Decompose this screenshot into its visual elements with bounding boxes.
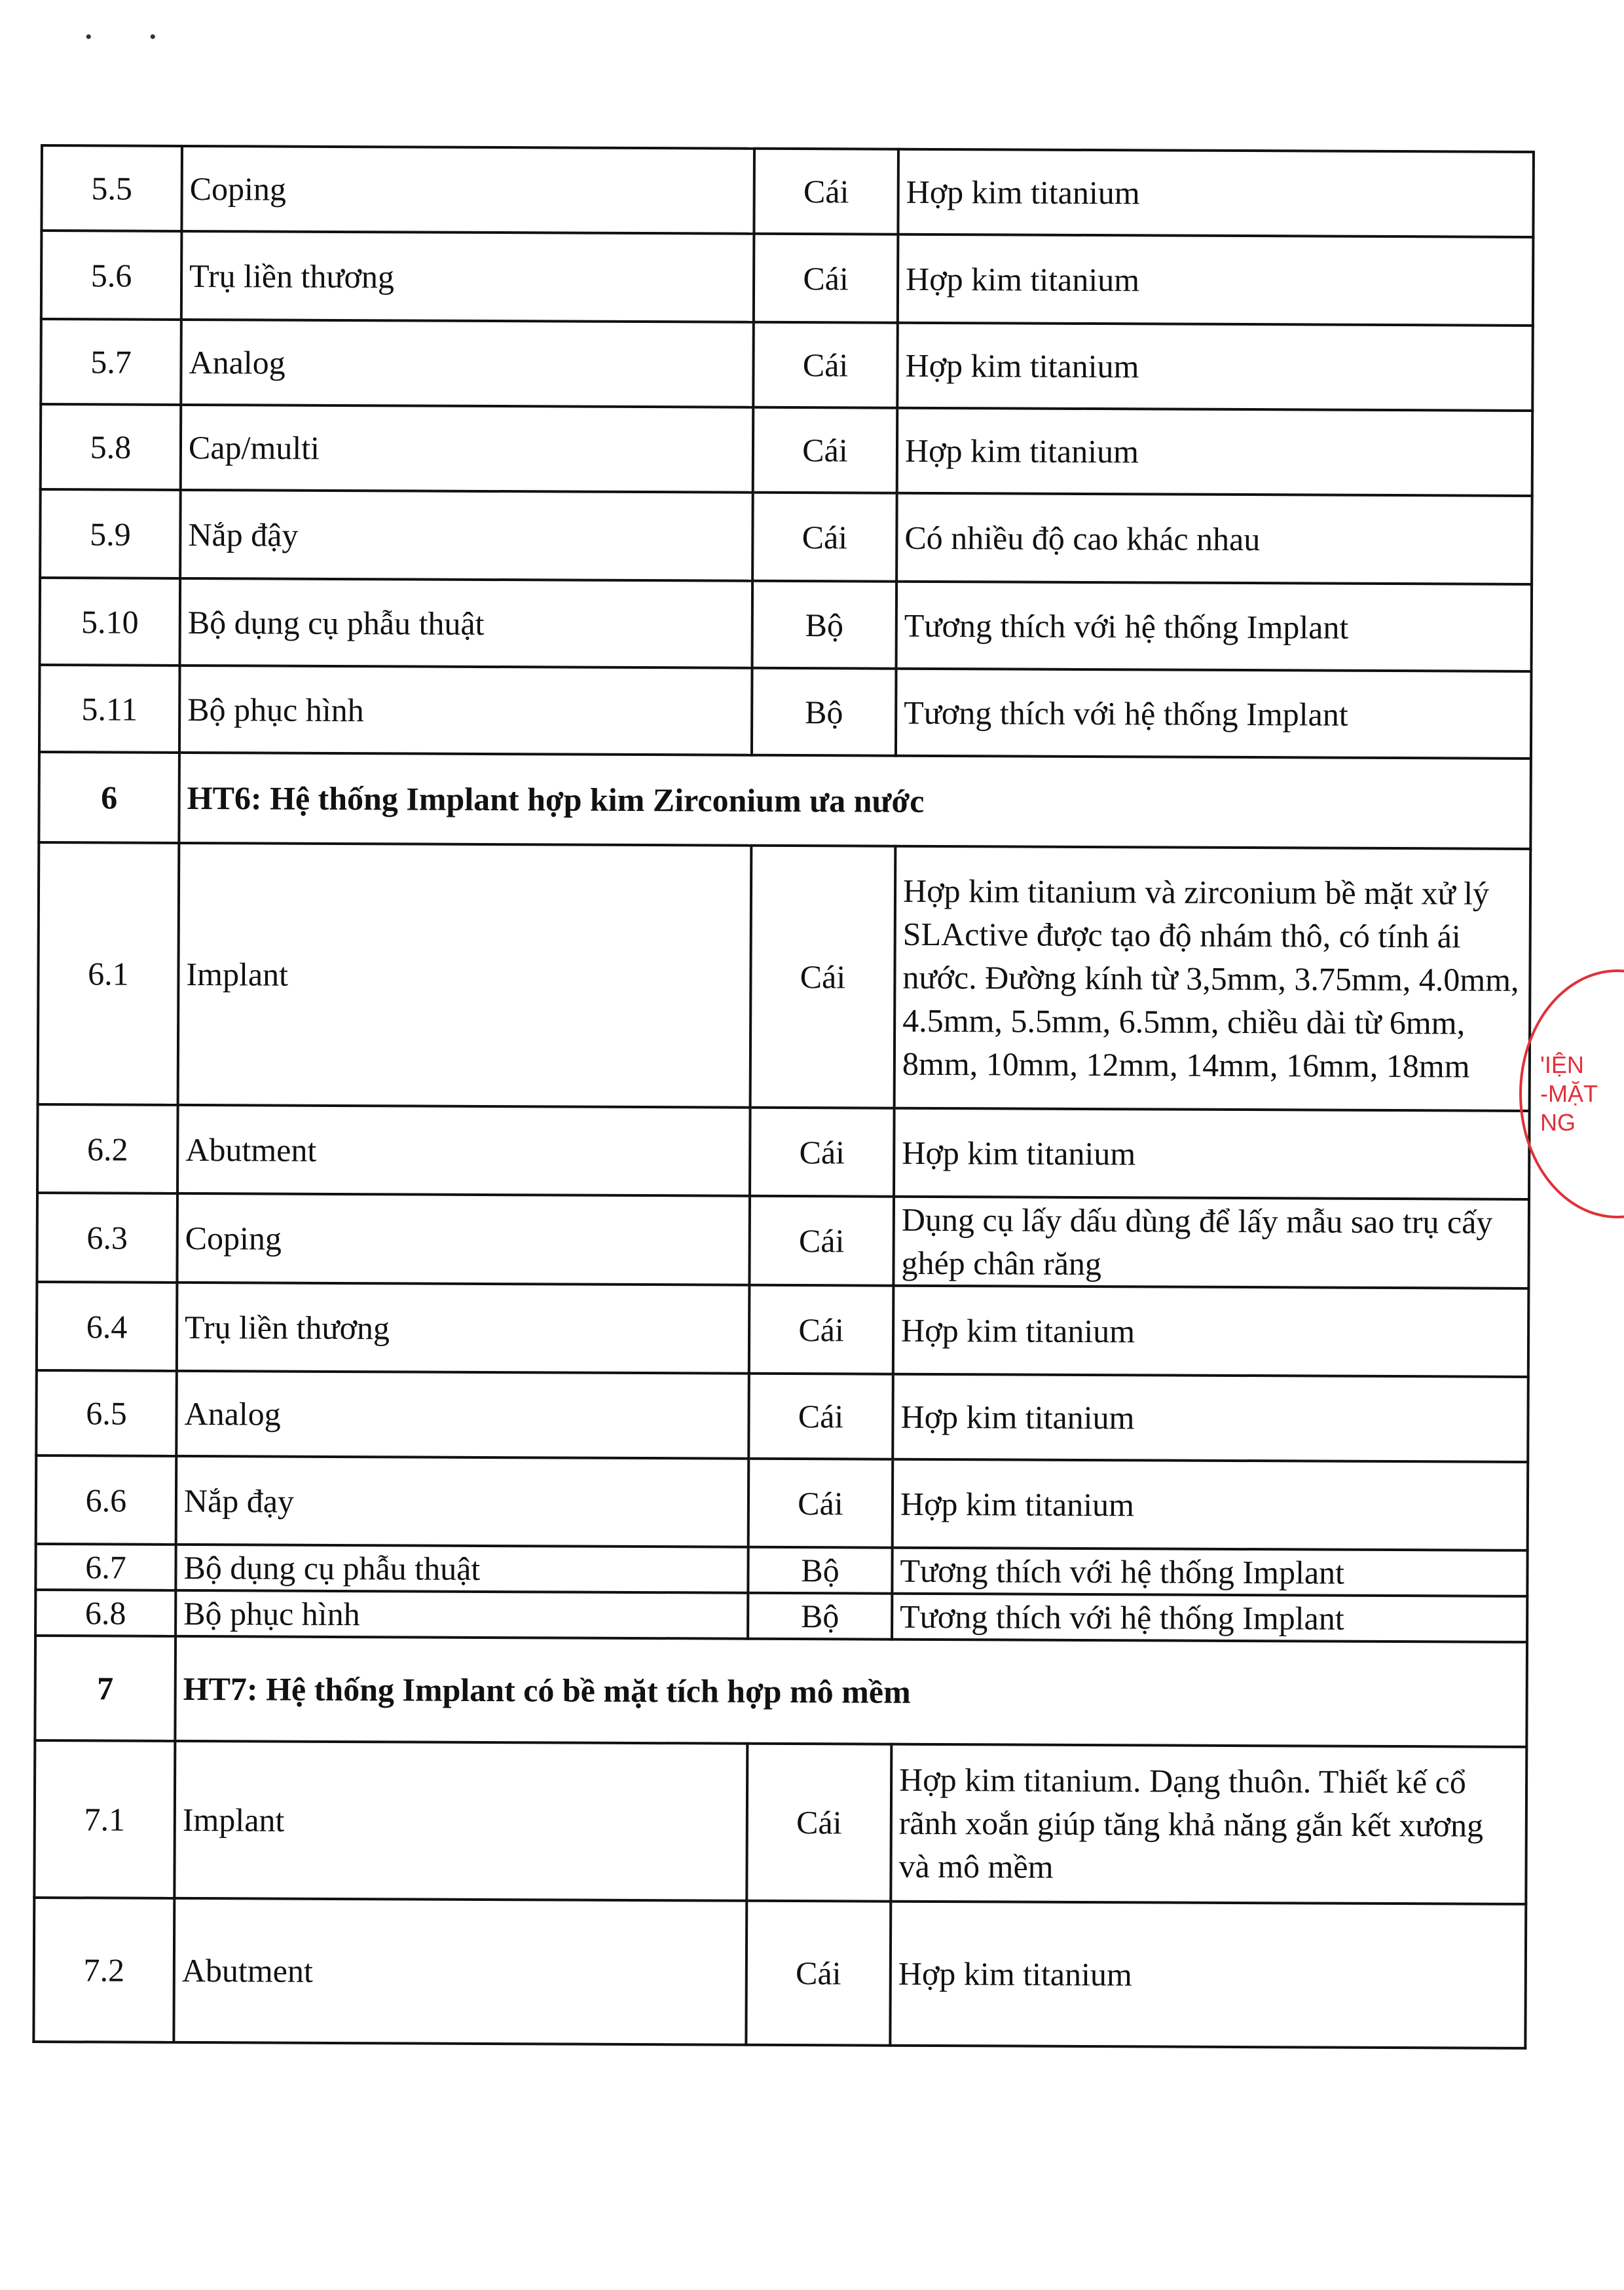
item-description: Hợp kim titanium: [898, 149, 1534, 237]
section-title: HT7: Hệ thống Implant có bề mặt tích hợp mô mềm: [175, 1636, 1527, 1747]
item-number: 5.11: [39, 665, 180, 753]
item-name: Analog: [181, 320, 754, 407]
scan-marks: • •: [85, 26, 183, 48]
item-number: 6.5: [36, 1370, 177, 1456]
table-row: [41, 404, 1533, 496]
item-number: 5.10: [40, 578, 181, 666]
item-unit: Cái: [754, 149, 898, 235]
item-description: Hợp kim titanium. Dạng thuôn. Thiết kế cổ rãnh xoắn giúp tăng khả năng gắn kết xương và mô mềm: [891, 1744, 1526, 1904]
item-number: 6.2: [37, 1104, 178, 1193]
item-unit: Bộ: [752, 581, 897, 669]
item-description: Hợp kim titanium và zirconium bề mặt xử lý SLActive được tạo độ nhám thô, có tính ái nước. Đường kính từ 3,5mm, 3.75mm, 4.0mm, 4.5mm, 5.5mm, 6.5mm, chiều dài từ 6mm, 8mm, 10mm, 12mm, 14mm, 16mm, 18mm: [895, 846, 1531, 1111]
item-name: Abutment: [177, 1105, 750, 1196]
item-unit: Bộ: [752, 668, 896, 756]
item-unit: Cái: [746, 1901, 891, 2046]
section-row: [35, 1636, 1527, 1747]
item-number: 7.1: [34, 1740, 175, 1898]
item-unit: Cái: [747, 1744, 891, 1902]
red-seal-stamp: [1519, 969, 1624, 1218]
item-number: 6.3: [37, 1193, 177, 1283]
item-unit: Cái: [752, 493, 897, 582]
table-row: [35, 1590, 1527, 1642]
section-number: 6: [39, 752, 179, 843]
item-description: Hợp kim titanium: [898, 235, 1534, 326]
item-description: Hợp kim titanium: [897, 323, 1533, 411]
stamp-line: -MẶT: [1540, 1080, 1598, 1107]
item-name: Cap/multi: [181, 405, 754, 493]
item-number: 6.1: [38, 842, 179, 1105]
table-row: [41, 319, 1533, 411]
item-unit: Cái: [749, 1196, 894, 1286]
item-name: Bộ phục hình: [175, 1590, 748, 1639]
item-name: Bộ phục hình: [179, 666, 752, 755]
item-number: 5.7: [41, 319, 181, 405]
section-number: 7: [35, 1636, 175, 1741]
item-description: Tương thích với hệ thống Implant: [892, 1548, 1527, 1596]
item-name: Coping: [177, 1193, 750, 1285]
item-description: Có nhiều độ cao khác nhau: [896, 493, 1532, 584]
table-row: [37, 1193, 1529, 1288]
item-unit: Cái: [753, 407, 898, 493]
table-row: [39, 665, 1532, 759]
item-description: Hợp kim titanium: [893, 1286, 1529, 1377]
item-number: 7.2: [33, 1898, 174, 2042]
item-number: 6.8: [35, 1590, 175, 1636]
item-description: Hợp kim titanium: [893, 1374, 1528, 1462]
item-number: 6.6: [36, 1455, 177, 1545]
item-description: Tương thích với hệ thống Implant: [892, 1594, 1527, 1642]
stamp-line: NG: [1540, 1109, 1576, 1136]
item-name: Bộ dụng cụ phẫu thuật: [175, 1545, 748, 1593]
item-number: 5.8: [41, 404, 181, 490]
item-name: Implant: [174, 1741, 747, 1901]
item-unit: Cái: [748, 1459, 893, 1548]
item-unit: Bộ: [748, 1593, 892, 1640]
item-name: Nắp đậy: [180, 490, 753, 581]
item-unit: Cái: [753, 322, 898, 408]
table-row: [38, 842, 1531, 1111]
item-name: Bộ dụng cụ phẫu thuật: [180, 578, 753, 668]
table-row: [40, 578, 1532, 671]
table-row: [40, 489, 1532, 584]
stamp-line: 'IỆN: [1540, 1051, 1584, 1078]
item-number: 5.5: [41, 145, 182, 231]
item-description: Hợp kim titanium: [890, 1902, 1526, 2048]
table-row: [41, 145, 1534, 237]
section-title: HT6: Hệ thống Implant hợp kim Zirconium ưa nước: [179, 753, 1531, 849]
item-description: Hợp kim titanium: [894, 1108, 1530, 1199]
item-name: Nắp đạy: [176, 1456, 749, 1547]
table-row: [36, 1370, 1528, 1462]
item-name: Analog: [176, 1371, 749, 1459]
item-description: Hợp kim titanium: [897, 408, 1533, 496]
table-row: [35, 1544, 1527, 1596]
item-number: 5.6: [41, 231, 182, 320]
item-description: Tương thích với hệ thống Implant: [896, 669, 1532, 759]
item-unit: Cái: [750, 1108, 895, 1197]
table-row: [33, 1898, 1526, 2048]
item-name: Coping: [181, 146, 754, 234]
item-description: Tương thích với hệ thống Implant: [896, 582, 1532, 671]
table-row: [41, 231, 1534, 326]
item-unit: Cái: [750, 846, 896, 1108]
table-row: [34, 1740, 1526, 1904]
table-row: [37, 1104, 1530, 1199]
item-unit: Bộ: [748, 1547, 892, 1594]
item-number: 6.4: [37, 1282, 177, 1371]
item-unit: Cái: [754, 234, 898, 323]
item-description: Dụng cụ lấy dấu dùng để lấy mẫu sao trụ cấy ghép chân răng: [893, 1197, 1529, 1288]
item-name: Trụ liền thương: [177, 1283, 750, 1374]
item-name: Implant: [178, 843, 752, 1108]
item-unit: Cái: [748, 1374, 893, 1459]
item-number: 6.7: [35, 1544, 175, 1590]
table-row: [37, 1282, 1529, 1377]
table-row: [36, 1455, 1528, 1550]
specification-table: [32, 144, 1535, 2050]
item-description: Hợp kim titanium: [893, 1459, 1528, 1550]
item-name: Trụ liền thương: [181, 231, 754, 322]
item-name: Abutment: [174, 1898, 747, 2045]
item-number: 5.9: [40, 489, 181, 578]
item-unit: Cái: [749, 1285, 894, 1374]
section-row: [39, 752, 1531, 849]
